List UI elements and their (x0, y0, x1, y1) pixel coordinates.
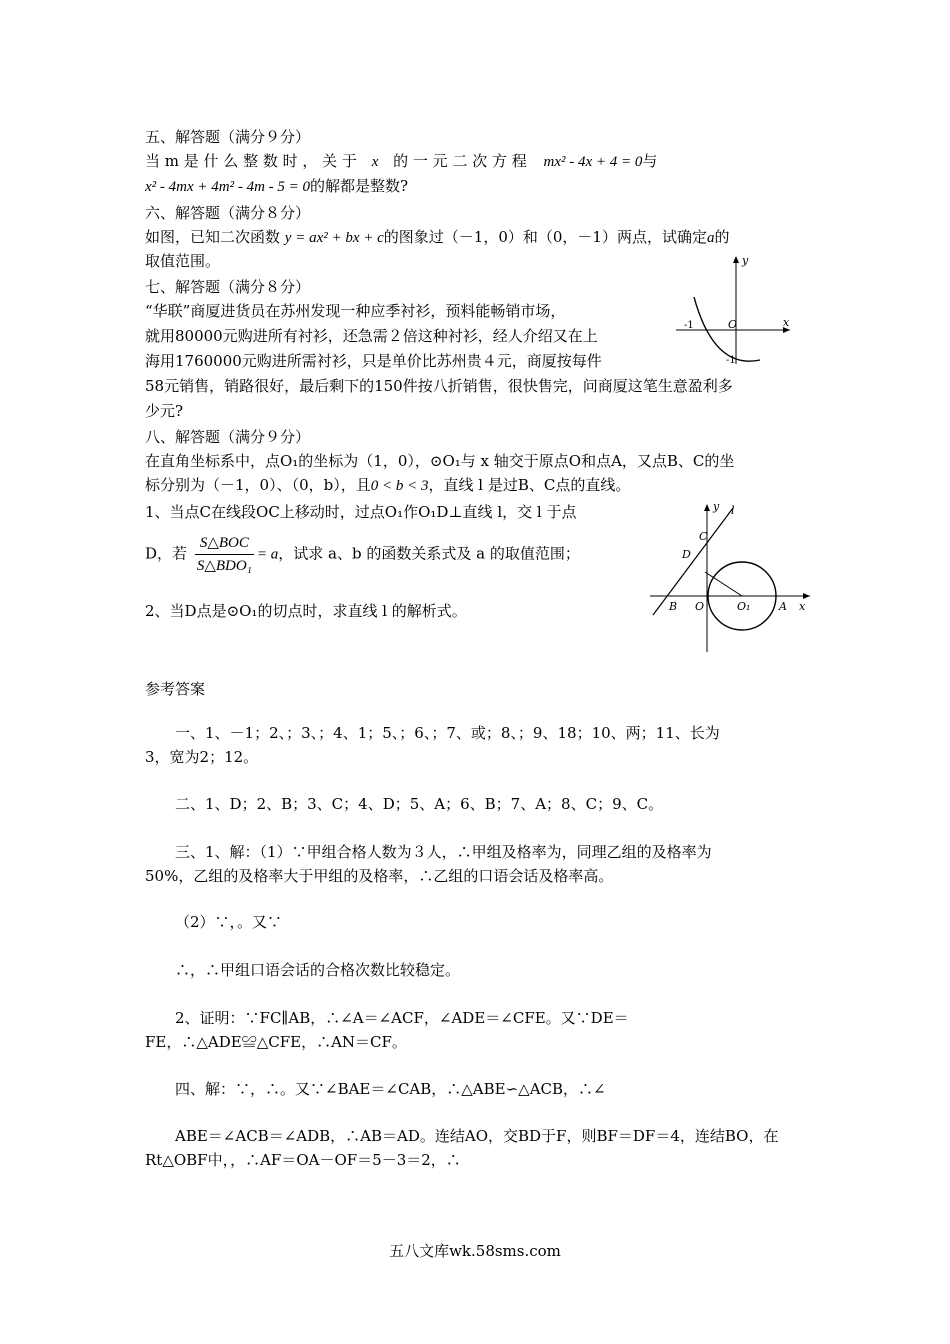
q5-line2 (145, 175, 408, 198)
q6-line1 (145, 226, 730, 249)
q5-equation-1: mx² - 4x + 4 = 0 (543, 154, 643, 170)
q8-text-e: ，试求 a、b 的函数关系式及 a 的取值范围； (278, 544, 580, 563)
q6-text-a: 如图，已知二次函数 (145, 228, 281, 246)
fig1-origin-label: O (728, 318, 738, 331)
answer-part3-line2: 50%，乙组的及格率大于甲组的及格率，∴乙组的口语会话及格率高。 (145, 867, 614, 885)
fig1-neg1-x-label: -1 (684, 320, 694, 331)
q6-heading: 六、解答题（满分８分） (145, 204, 311, 222)
q7-line5: 少元? (145, 402, 184, 420)
answer-part3-line3: （2）∵，。又∵ (175, 913, 283, 931)
fig2-x-label: x (799, 600, 806, 613)
fig1-y-label: y (742, 254, 749, 267)
answer-part2: 二、1、D；2、B；3、C；4、D；5、A；6、B；7、A；8、C；9、C。 (175, 795, 664, 813)
fig2-point-b: B (669, 600, 678, 613)
q5-text-b: 的 一 元 二 次 方 程 (393, 152, 527, 170)
fig2-point-d: D (682, 548, 691, 561)
answer-proof-line2: FE，∴△ADE≌△CFE，∴AN＝CF。 (145, 1033, 407, 1051)
q5-equation-2: x² - 4mx + 4m² - 4m - 5 = 0 (145, 179, 311, 195)
q5-var-x: x (371, 154, 379, 170)
parabola-figure (670, 252, 800, 372)
fig1-x-label: x (783, 316, 790, 329)
q8-fraction-denominator: S△BDO₁ (196, 558, 252, 574)
answer-proof-line1: 2、证明：∵FC∥AB，∴∠A＝∠ACF，∠ADE＝∠CFE。又∵DE＝ (175, 1009, 629, 1027)
answer-part4-line1: 四、解：∵，∴。又∵∠BAE＝∠CAB，∴△ABE∽△ACB，∴∠ (175, 1080, 606, 1098)
q5-text-c: 与 (642, 152, 658, 170)
q5-heading: 五、解答题（满分９分） (145, 128, 311, 146)
answer-part3-line4: ∴，∴甲组口语会话的合格次数比较稳定。 (175, 961, 461, 979)
q8-fraction (195, 532, 254, 577)
q6-var-a: a (706, 230, 715, 246)
q7-line4: 58元销售，销路很好，最后剩下的150件按八折销售，很快售完，问商厦这笔生意盈利多 (145, 377, 733, 395)
fig1-neg1-y-label: -1 (726, 355, 736, 366)
q5-text-a: 当 m 是 什 么 整 数 时 ， 关 于 (145, 152, 357, 170)
answer-part3-line1: 三、1、解：（1）∵甲组合格人数为３人，∴甲组及格率为，同理乙组的及格率为 (175, 843, 712, 861)
q8-line4 (145, 532, 580, 577)
q6-equation: y = ax² + bx + c (284, 230, 384, 246)
answers-title: 参考答案 (145, 680, 206, 698)
answer-part1-line2: 3，宽为2；12。 (145, 748, 259, 766)
fig2-center: O₁ (737, 600, 751, 613)
q6-line2: 取值范围。 (145, 252, 221, 270)
q8-text-b: ，直线 l 是过B、C点的直线。 (428, 476, 631, 494)
q6-text-c: 的 (714, 228, 730, 246)
q7-line3: 海用1760000元购进所需衬衫，只是单价比苏州贵４元，商厦按每件 (145, 352, 602, 370)
q8-line1: 在直角坐标系中，点O₁的坐标为（1，0），⊙O₁与 x 轴交于原点O和点A，又点B、C的坐 (145, 452, 735, 470)
q8-inequality: 0 < b < 3 (370, 478, 429, 494)
fig2-point-c: C (699, 530, 708, 543)
q8-text-d: D，若 (145, 544, 188, 563)
q6-text-b: 的图象过（－1，0）和（0，－1）两点，试确定 (383, 228, 707, 246)
fig2-point-a: A (779, 600, 787, 613)
q5-line1 (145, 150, 657, 173)
fig2-line-label: l (731, 504, 735, 517)
q8-fraction-result: = a (256, 546, 279, 563)
q8-line5: 2、当D点是⊙O₁的切点时，求直线 l 的解析式。 (145, 602, 467, 620)
answer-part4-line2: ABE＝∠ACB＝∠ADB，∴AB＝AD。连结AO，交BD于F，则BF＝DF＝4，连结BO，在 (175, 1127, 779, 1145)
answer-part1-line1: 一、1、－1；2、；3、；4、1；5、；6、；7、或；8、；9、18；10、两；11、长为 (175, 724, 720, 742)
q8-line3: 1、当点C在线段OC上移动时，过点O₁作O₁D⊥直线 l，交 l 于点 (145, 503, 577, 521)
fig2-y-label: y (713, 500, 720, 513)
q7-line1: “华联”商厦进货员在苏州发现一种应季衬衫，预料能畅销市场， (145, 302, 566, 320)
answer-part4-line3: Rt△OBF中，，∴AF＝OA－OF＝5－3＝2，∴ (145, 1151, 461, 1169)
footer-watermark: 五八文库wk.58sms.com (389, 1242, 561, 1260)
fig2-origin: O (695, 600, 705, 613)
q8-text-a: 标分别为（－1，0）、（0，b），且 (145, 476, 371, 494)
q7-line2: 就用80000元购进所有衬衫，还急需２倍这种衬衫，经人介绍又在上 (145, 327, 598, 345)
q7-heading: 七、解答题（满分８分） (145, 278, 311, 296)
circle-line-figure (645, 500, 815, 660)
q8-line2 (145, 474, 630, 497)
q5-text-d: 的解都是整数? (310, 177, 409, 195)
q8-heading: 八、解答题（满分９分） (145, 428, 311, 446)
q8-fraction-numerator: S△BOC (195, 532, 254, 555)
